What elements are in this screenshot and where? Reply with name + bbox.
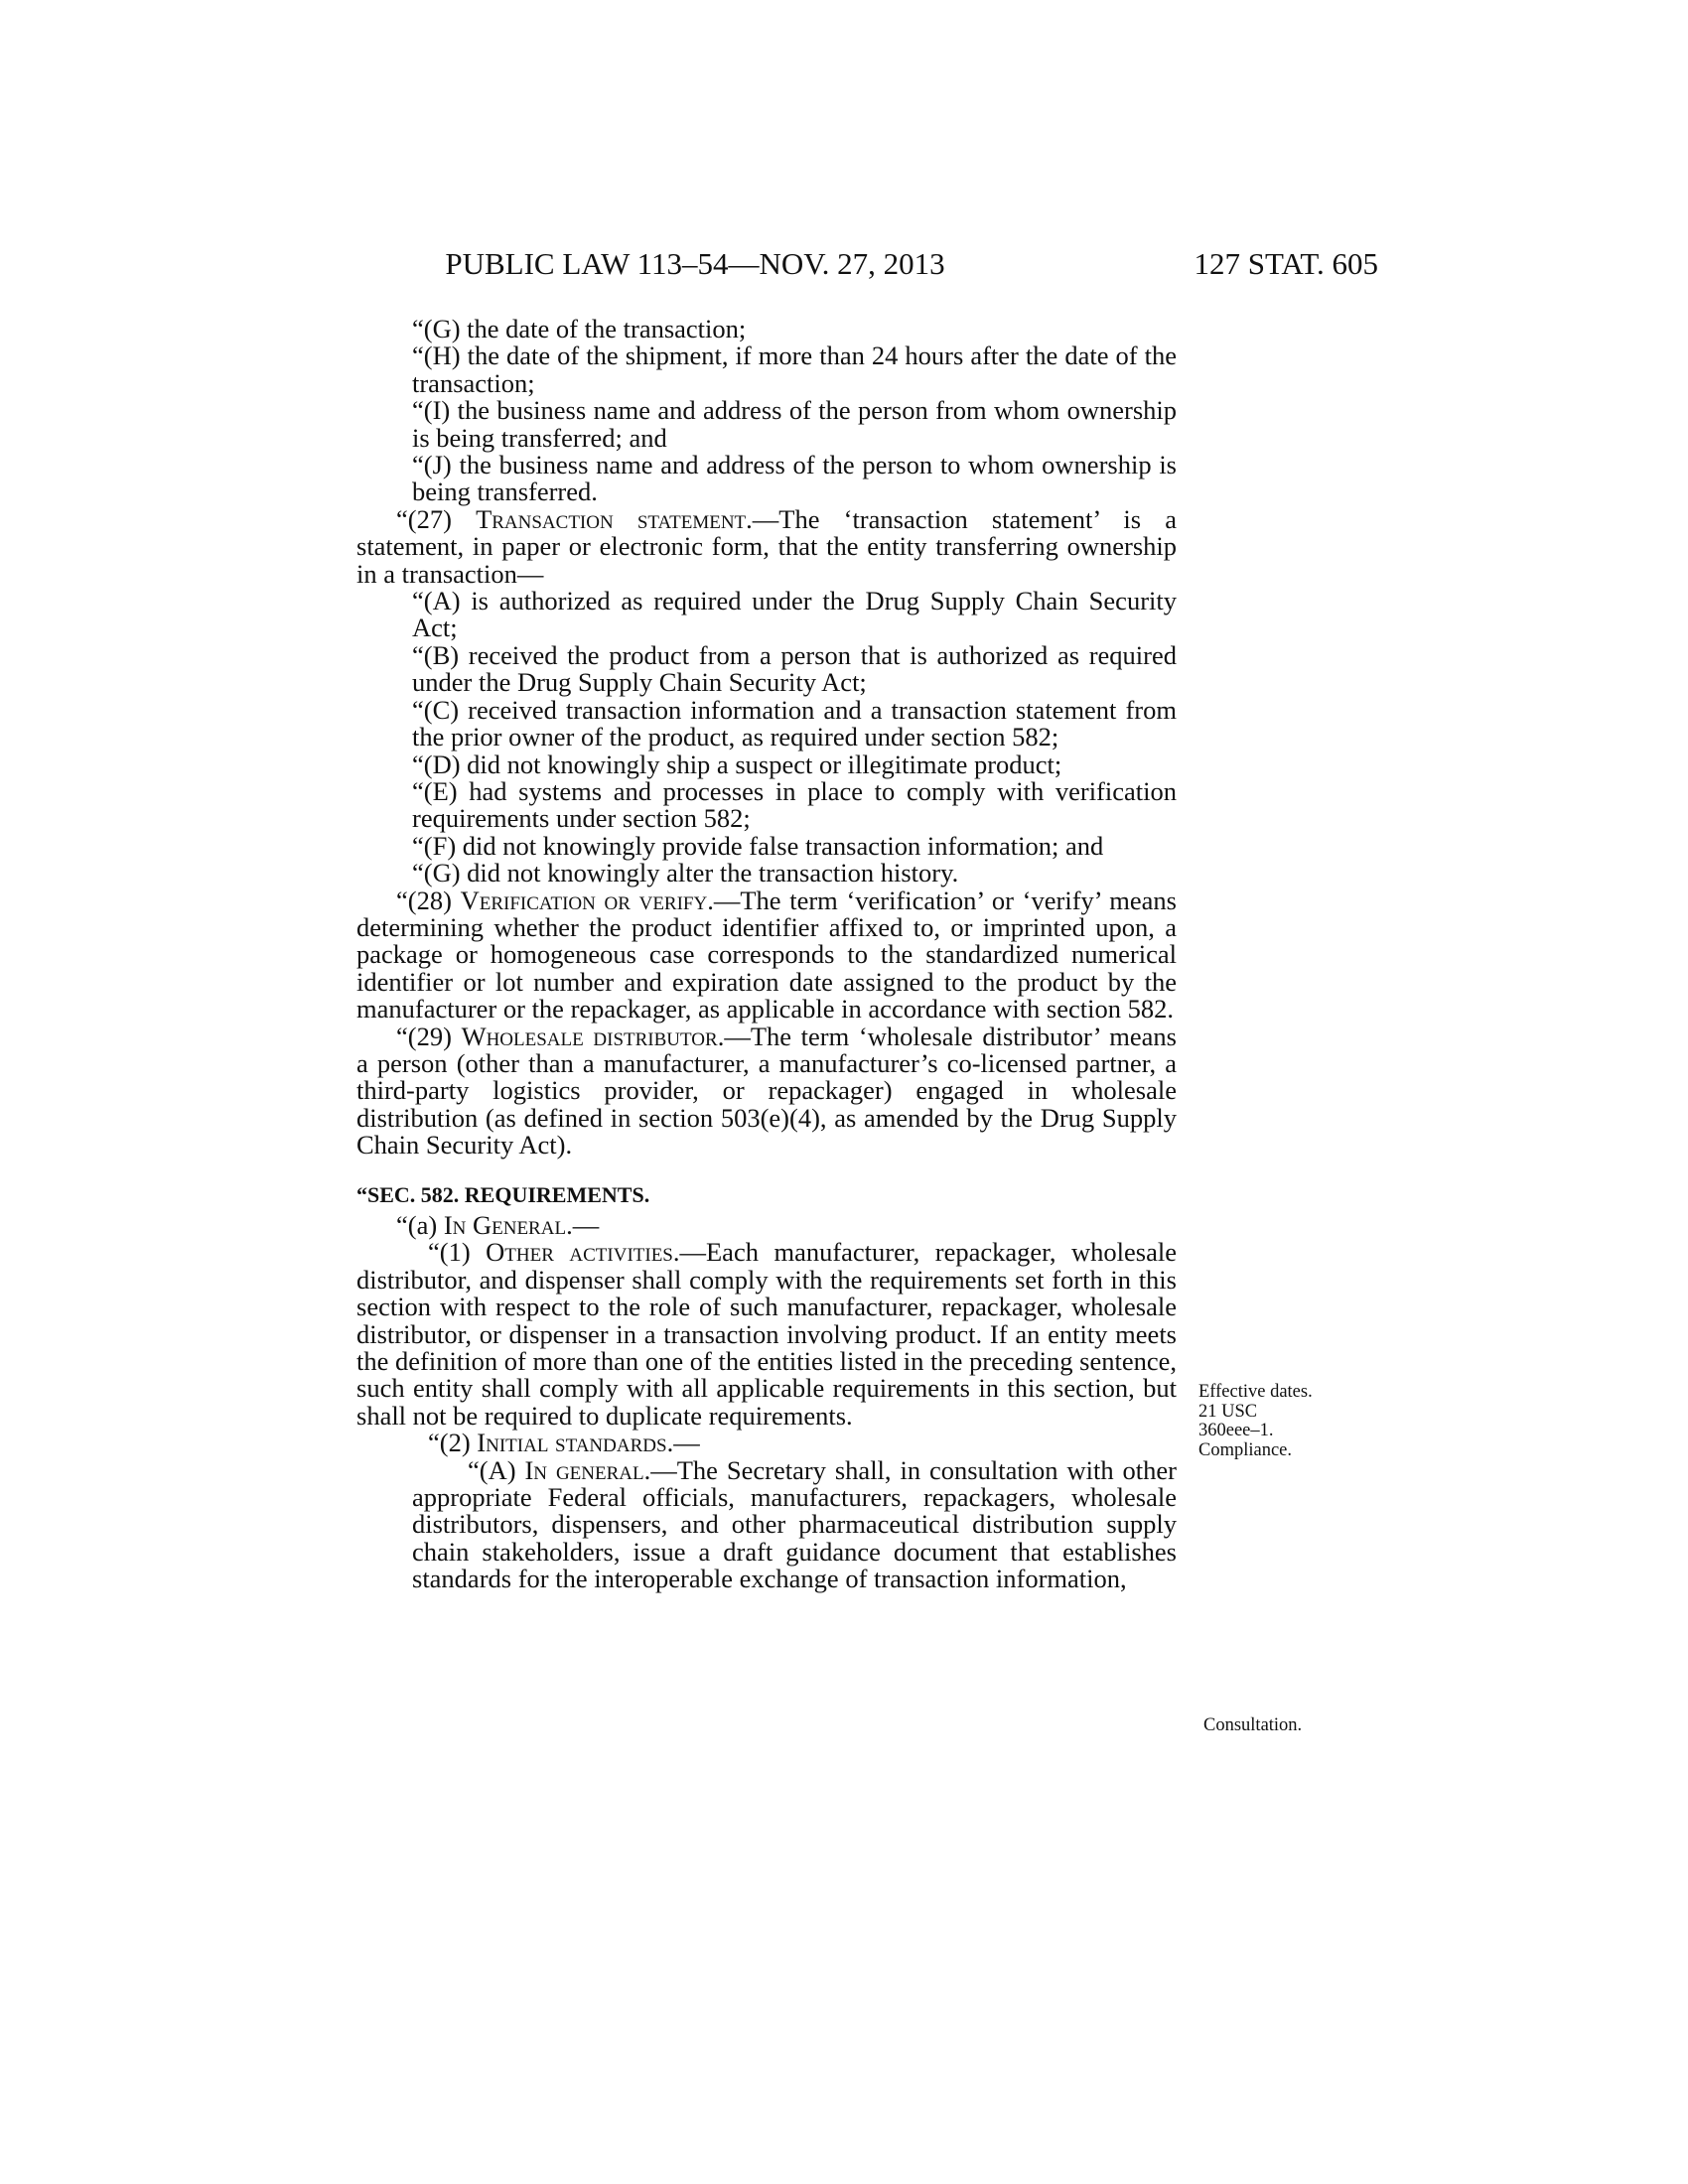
definition-29	[356, 1021, 1177, 1160]
paragraph-1-text: .—Each manufacturer, repackager, wholesale distributor, and dispenser shall comply with the requirements set forth in this section with respect to the role of such manufacturer, repackager, wholesale distributor, or dispenser in a transaction involving product. If an entity meets the definition of more than one of the entities listed in the preceding sentence, such entity shall comply with all applicable requirements in this section, but shall not be required to duplicate requirements.	[356, 1237, 1177, 1431]
item-g-date: “(G) the date of the transaction;	[412, 314, 747, 343]
item-27b: “(B) received the product from a person that is authorized as required under the Drug Supply Chain Security Act;	[412, 639, 1177, 698]
paragraph-1-other-activities	[356, 1239, 1177, 1430]
item-27c: “(C) received transaction information and a transaction statement from the prior owner of the product, as required under section 582;	[412, 694, 1177, 752]
paragraph-2-heading: Initial standards	[477, 1428, 667, 1458]
definition-29-number: “(29)	[396, 1021, 462, 1051]
definition-29-text: .—The term ‘wholesale distributor’ means a person (other than a manufacturer, a manufacturer’s co-licensed partner, a third-party logistics provider, or repackager) engaged in wholesale distribution (as defined in section 503(e)(4), as amended by the Drug Supply Chain Security Act).	[356, 1021, 1177, 1160]
margin-note-compliance: Compliance.	[1198, 1439, 1293, 1460]
paragraph-2-initial-standards	[356, 1430, 1177, 1456]
law-title: PUBLIC LAW 113–54—NOV. 27, 2013	[445, 246, 945, 281]
definition-29-heading: Wholesale distributor	[461, 1021, 718, 1051]
paragraph-1-heading: Other activities	[486, 1237, 673, 1268]
subsection-a	[356, 1212, 1177, 1239]
paragraph-2-number: “(2)	[428, 1428, 478, 1458]
paragraph-2a-heading: In general	[524, 1454, 644, 1485]
subsection-a-heading: In General	[443, 1210, 567, 1240]
subsection-a-dash: .—	[566, 1210, 600, 1240]
item-i-transferor: “(I) the business name and address of the person from whom ownership is being transferred; and	[412, 395, 1177, 453]
item-j-transferee: “(J) the business name and address of the person to whom ownership is being transferred.	[412, 450, 1177, 507]
item-27a: “(A) is authorized as required under the Drug Supply Chain Security Act;	[412, 586, 1177, 643]
definition-27-number: “(27)	[396, 503, 477, 534]
margin-note-group-1	[1198, 1383, 1357, 1460]
margin-note-effective-dates: Effective dates.	[1198, 1382, 1313, 1402]
page-header	[0, 246, 1688, 286]
item-h-shipment: “(H) the date of the shipment, if more than 24 hours after the date of the transaction;	[412, 341, 1177, 398]
statute-body	[356, 316, 1177, 1593]
stat-page-number: 127 STAT. 605	[1194, 246, 1378, 281]
definition-28-number: “(28)	[396, 885, 461, 915]
paragraph-2a-in-general	[356, 1454, 1177, 1594]
paragraph-2a-text: .—The Secretary shall, in consultation with other appropriate Federal officials, manufacturers, repackagers, wholesale distributors, dispensers, and other pharmaceutical distribution supply chain stakeholders, issue a draft guidance document that establishes standards for the interoperable exchange of transaction information,	[412, 1454, 1177, 1594]
section-582-heading: “SEC. 582. REQUIREMENTS.	[356, 1181, 650, 1207]
paragraph-2-dash: .—	[666, 1428, 700, 1458]
definition-28-heading: Verification or verify	[460, 885, 708, 915]
definition-28	[356, 887, 1177, 1024]
margin-note-usc: 21 USC	[1198, 1401, 1258, 1422]
definition-27-text: .—The ‘transaction statement’ is a statement, in paper or electronic form, that the entity transferring ownership in a transaction—	[356, 503, 1177, 589]
item-27e: “(E) had systems and processes in place to comply with verification requirements under section 582;	[412, 775, 1177, 834]
subsection-a-number: “(a)	[396, 1210, 444, 1240]
definition-27	[356, 503, 1177, 589]
item-27g: “(G) did not knowingly alter the transaction history.	[412, 858, 959, 888]
definition-28-text: .—The term ‘verification’ or ‘verify’ means determining whether the product identifier affixed to, or imprinted upon, a package or homogeneous case corresponds to the standardized numerical identifier or lot number and expiration date assigned to the product by the manufacturer or the repackager, as applicable in accordance with section 582.	[356, 885, 1177, 1024]
item-27f: “(F) did not knowingly provide false transaction information; and	[412, 830, 1104, 861]
margin-note-usc-section: 360eee–1.	[1198, 1421, 1274, 1440]
paragraph-1-number: “(1)	[428, 1237, 487, 1268]
item-27d: “(D) did not knowingly ship a suspect or illegitimate product;	[412, 749, 1062, 779]
margin-note-consultation: Consultation.	[1203, 1715, 1303, 1735]
paragraph-2a-number: “(A)	[468, 1454, 525, 1485]
definition-27-heading: Transaction statement	[476, 503, 747, 534]
